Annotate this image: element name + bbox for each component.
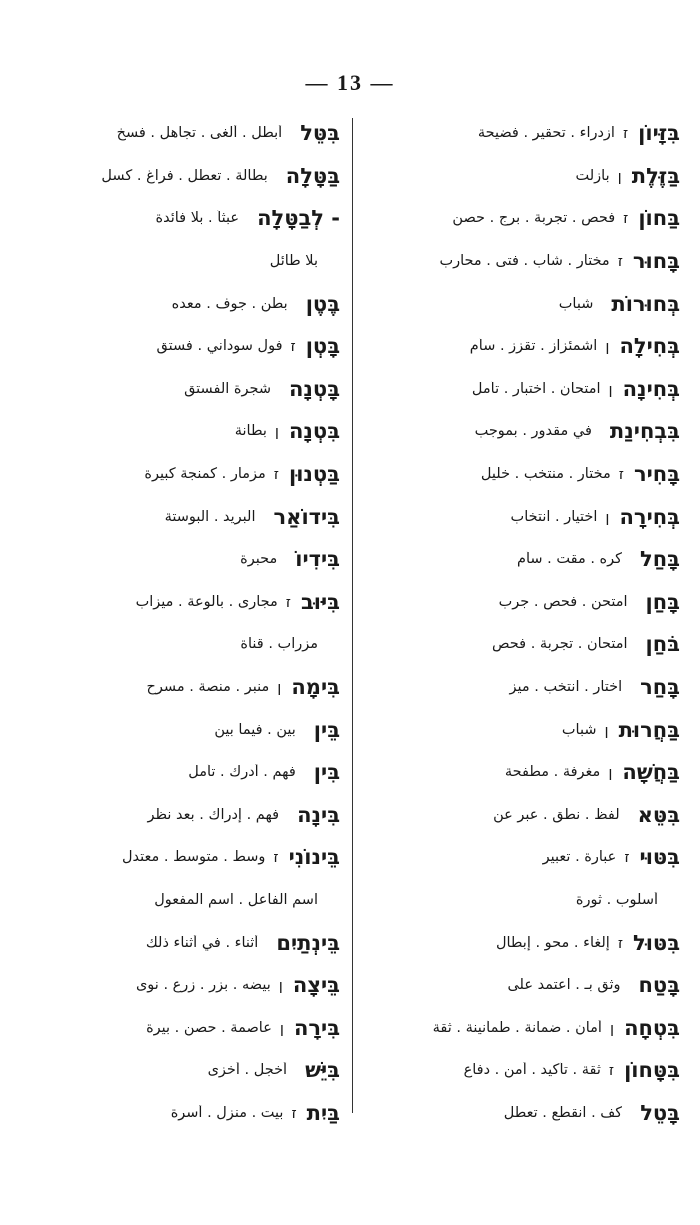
dictionary-entry — [22, 538, 340, 581]
entry-headword: בְּחוּרוֹת — [611, 291, 680, 316]
entry-gender-marker: ן — [608, 763, 613, 782]
entry-translation: فول سوداني . فستق — [156, 338, 283, 355]
dictionary-entry — [22, 581, 340, 624]
entry-gender-marker: ז — [624, 848, 630, 867]
entry-gender-marker: ז — [285, 592, 291, 611]
entry-headword: בַּזֶּלֶת — [631, 163, 680, 188]
entry-translation: مزراب . قناة — [240, 636, 318, 653]
entry-translation: فهم . إدراك . بعد نظر — [147, 806, 280, 823]
dictionary-entry — [362, 495, 680, 538]
entry-headword: בִּידוֹאַר — [273, 504, 340, 529]
dictionary-entry — [22, 325, 340, 368]
entry-translation: امتحان . اختبار . تأمل — [471, 380, 601, 397]
entry-gender-marker: ן — [617, 166, 622, 185]
entry-headword: בָּטַח — [638, 973, 680, 998]
entry-translation: مختار . منتخب . خليل — [480, 466, 611, 483]
entry-translation: بطن . جوف . معده — [171, 295, 288, 312]
entry-translation: أمان . ضمانة . طمأنينة . ثقة — [432, 1019, 602, 1036]
dictionary-entry — [22, 1092, 340, 1135]
entry-translation: مختار . شاب . فتى . محارب — [439, 253, 610, 270]
entry-headword: בְּחִירָה — [619, 504, 680, 529]
entry-headword: בָּחַר — [640, 675, 680, 700]
entry-translation: اختيار . انتخاب — [510, 508, 598, 525]
entry-headword: בָּחִיר — [633, 462, 680, 487]
dictionary-entry — [362, 325, 680, 368]
entry-gender-marker: ז — [623, 209, 629, 228]
entry-translation: بيت . منزل . أسرة — [170, 1104, 284, 1121]
dictionary-entry — [22, 1006, 340, 1049]
entry-gender-marker: ז — [290, 337, 296, 356]
entry-headword: בָּטְן — [305, 334, 340, 359]
entry-translation: اشمئزاز . تقزز . سأم — [469, 338, 598, 355]
entry-gender-marker: ן — [609, 1018, 615, 1037]
entry-translation: مزمار . كمنجة كبيرة — [144, 466, 266, 483]
entry-gender-marker: ן — [274, 422, 279, 441]
entry-translation: فهم . أدرك . تأمل — [188, 764, 296, 781]
column-divider — [352, 118, 353, 1113]
dictionary-entry — [362, 879, 680, 922]
entry-headword: בָּטֵל — [640, 1100, 680, 1125]
dictionary-entry — [362, 368, 680, 411]
dictionary-entry — [22, 495, 340, 538]
entry-translation: إلغاء . محو . إبطال — [495, 934, 610, 951]
dictionary-entry — [362, 1006, 680, 1049]
entry-gender-marker: ן — [604, 720, 609, 739]
entry-headword: בַּטָּלָה — [285, 163, 340, 188]
entry-translation: عبثاً . بلا فائدة — [155, 210, 240, 227]
entry-headword: בֵּינוֹנִי — [288, 845, 340, 870]
entry-gender-marker: ז — [617, 252, 623, 271]
dictionary-entry — [362, 794, 680, 837]
entry-headword: בַּחֲשָׁה — [622, 760, 680, 785]
dictionary-entry — [362, 666, 680, 709]
dictionary-entry — [22, 623, 340, 666]
entry-headword: בִּטְחָה — [624, 1015, 680, 1040]
entry-gender-marker: ז — [622, 124, 629, 143]
entry-translation: عبارة . تعبير — [542, 849, 617, 866]
entry-headword: בִּטּוּל — [633, 930, 680, 955]
entry-translation: بطانة — [234, 423, 267, 440]
entry-headword: בִּיּוּב — [300, 589, 340, 614]
entry-headword: בַּיִת — [306, 1100, 340, 1125]
entry-translation: اختار . انتخب . ميز — [509, 679, 623, 696]
entry-gender-marker: ז — [291, 1103, 297, 1122]
entry-translation: شباب — [558, 295, 594, 312]
dictionary-entry — [362, 836, 680, 879]
dictionary-entry — [362, 538, 680, 581]
dictionary-entry — [22, 282, 340, 325]
dictionary-entry — [22, 708, 340, 751]
entry-gender-marker: ן — [279, 1018, 284, 1037]
dictionary-entry — [362, 623, 680, 666]
entry-headword: בִּזָּיוֹן — [638, 121, 680, 146]
entry-headword: בָּחוּר — [632, 249, 680, 274]
entry-gender-marker: ן — [605, 507, 610, 526]
entry-translation: مغرفة . مطفحة — [504, 764, 601, 781]
entry-headword: בִּיֵּשׁ — [305, 1058, 340, 1083]
entry-translation: أبطل . ألغى . تجاهل . فسخ — [116, 125, 283, 142]
entry-headword: בְּחִילָה — [619, 334, 680, 359]
entry-headword: בֵּיצָה — [292, 973, 340, 998]
entry-translation: أخجل . أخزى — [207, 1062, 288, 1079]
dictionary-entry — [22, 410, 340, 453]
dictionary-entry — [362, 708, 680, 751]
entry-gender-marker: ן — [278, 976, 283, 995]
entry-headword: בִּטֵּל — [300, 121, 340, 146]
left-column — [22, 112, 340, 1134]
dictionary-entry — [22, 368, 340, 411]
entry-gender-marker: ז — [273, 848, 279, 867]
dictionary-entry — [22, 453, 340, 496]
dictionary-entry — [362, 112, 680, 155]
entry-headword: בֵּין — [313, 717, 340, 742]
entry-translation: ازدراء . تحقير . فضيحة — [477, 125, 615, 142]
entry-headword: בִּטּוּי — [639, 845, 680, 870]
dictionary-entry — [22, 112, 340, 155]
entry-translation: امتحن . فحص . جرب — [498, 593, 628, 610]
entry-headword: בָּחַן — [645, 589, 680, 614]
entry-gender-marker: ן — [605, 337, 610, 356]
entry-gender-marker: ז — [618, 465, 624, 484]
entry-translation: فحص . تجربة . برج . حصن — [452, 210, 616, 227]
dictionary-entry — [362, 581, 680, 624]
entry-headword: - לְבַטָּלָה — [257, 206, 340, 231]
entry-translation: عاصمة . حصن . بيرة — [146, 1019, 272, 1036]
entry-translation: شجرة الفستق — [184, 380, 271, 397]
entry-translation: أسلوب . ثورة — [575, 891, 658, 908]
entry-headword: בֵּינְתַיִם — [276, 930, 340, 955]
right-column — [362, 112, 680, 1134]
entry-headword: בָּחַל — [640, 547, 680, 572]
entry-headword: בְּחִינָה — [622, 376, 680, 401]
entry-translation: وثق بـ . اعتمد على — [507, 977, 621, 994]
dictionary-entry — [362, 240, 680, 283]
dictionary-entry — [362, 1049, 680, 1092]
dictionary-entry — [22, 794, 340, 837]
entry-headword: בִּירָה — [293, 1015, 340, 1040]
dictionary-entry — [22, 836, 340, 879]
entry-headword: בַּחוֹן — [638, 206, 680, 231]
entry-translation: منبر . منصة . مسرح — [146, 679, 270, 696]
entry-translation: كره . مقت . سأم — [517, 551, 623, 568]
entry-translation: بيضه . بزر . زرع . نوى — [135, 977, 271, 994]
dictionary-entry — [362, 410, 680, 453]
entry-gender-marker: ן — [277, 678, 282, 697]
dictionary-entry — [22, 666, 340, 709]
entry-gender-marker: ן — [608, 379, 613, 398]
entry-headword: בִּינָה — [297, 802, 340, 827]
entry-translation: البريد . البوستة — [164, 508, 256, 525]
entry-gender-marker: ז — [273, 465, 279, 484]
entry-translation: اسم الفاعل . اسم المفعول — [154, 891, 318, 908]
entry-headword: בִּטֵּא — [637, 802, 680, 827]
dictionary-entry — [22, 879, 340, 922]
dictionary-entry — [22, 964, 340, 1007]
dictionary-entry — [22, 1049, 340, 1092]
dictionary-entry — [362, 921, 680, 964]
entry-gender-marker: ז — [617, 933, 624, 952]
entry-translation: ثقة . تأكيد . أمن . دفاع — [463, 1062, 601, 1079]
entry-headword: בֹּחַן — [645, 632, 680, 657]
entry-translation: وسط . متوسط . معتدل — [121, 849, 266, 866]
entry-translation: لفظ . نطق . عبر عن — [493, 806, 620, 823]
entry-translation: مجارى . بالوعة . ميزاب — [135, 593, 278, 610]
dictionary-entry — [22, 155, 340, 198]
entry-translation: بين . فيما بين — [214, 721, 296, 738]
dictionary-entry — [22, 921, 340, 964]
entry-headword: בַּטְנוּן — [288, 462, 340, 487]
entry-translation: بطالة . تعطل . فراغ . كسل — [101, 167, 268, 184]
entry-translation: في مقدور . بموجب — [474, 423, 592, 440]
entry-translation: امتحان . تجربة . فحص — [492, 636, 628, 653]
entry-translation: بلا طائل — [269, 253, 318, 270]
entry-translation: بازلت — [575, 167, 610, 184]
entry-headword: בִּבְחִינַת — [609, 419, 680, 444]
dictionary-entry — [362, 964, 680, 1007]
dictionary-entry — [22, 197, 340, 240]
dictionary-entry — [362, 155, 680, 198]
entry-headword: בִּטָּחוֹן — [624, 1058, 680, 1083]
entry-headword: בִּימָה — [291, 675, 340, 700]
entry-gender-marker: ז — [608, 1061, 615, 1080]
dictionary-entry — [22, 751, 340, 794]
dictionary-entry — [22, 240, 340, 283]
page-number: — 13 — — [305, 70, 395, 95]
dictionary-entry — [362, 282, 680, 325]
entry-headword: בֶּטֶן — [305, 291, 340, 316]
entry-headword: בִּידִיוֹ — [295, 547, 340, 572]
entry-headword: בִּין — [313, 760, 340, 785]
entry-headword: בָּטְנָה — [288, 376, 340, 401]
entry-translation: أثناء . في أثناء ذلك — [145, 934, 259, 951]
entry-translation: كف . انقطع . تعطل — [503, 1104, 623, 1121]
dictionary-entry — [362, 751, 680, 794]
entry-headword: בִּטְנָה — [288, 419, 340, 444]
dictionary-entry — [362, 453, 680, 496]
entry-translation: محبرة — [240, 551, 278, 568]
dictionary-entry — [362, 197, 680, 240]
entry-translation: شباب — [561, 721, 597, 738]
entry-headword: בַּחֲרוּת — [618, 717, 680, 742]
dictionary-entry — [362, 1092, 680, 1135]
